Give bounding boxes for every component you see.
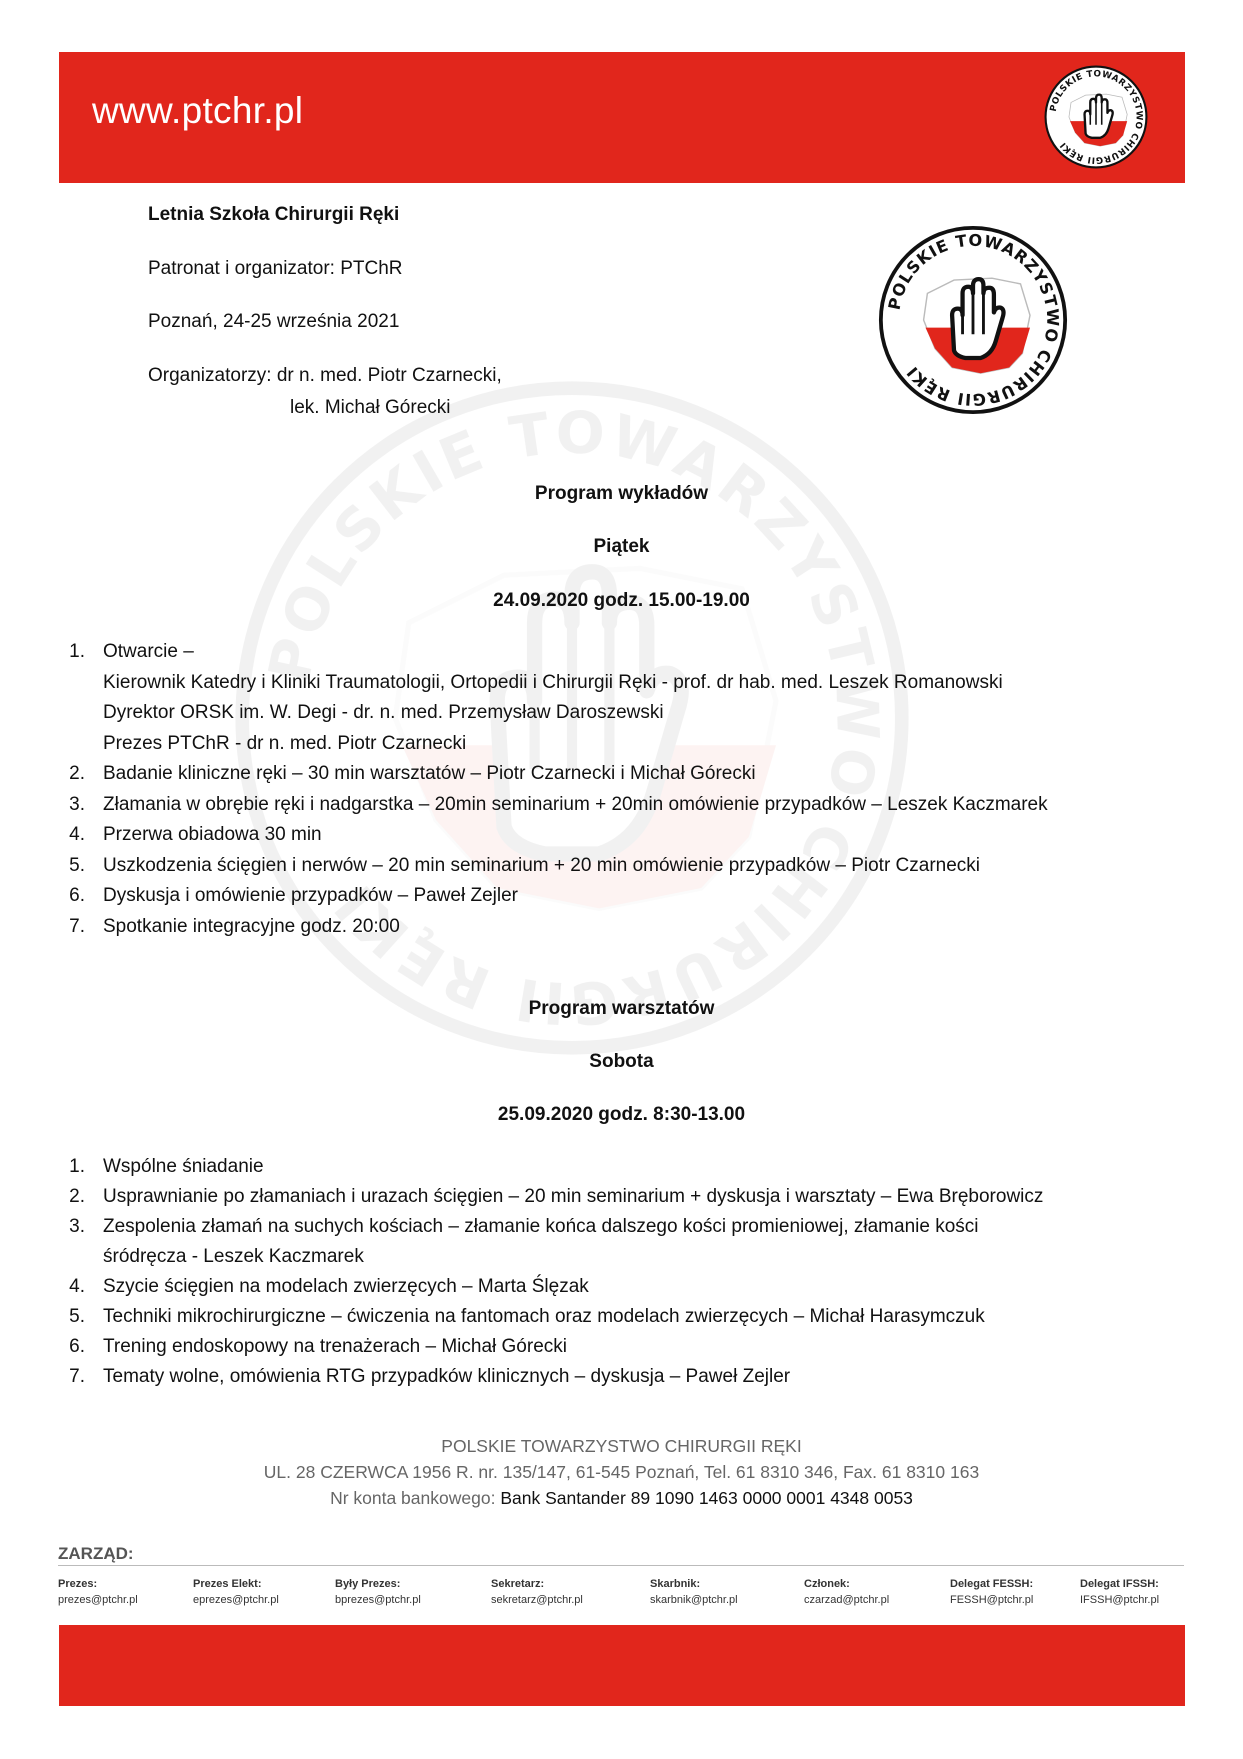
list-item [59, 912, 1048, 943]
item-text: Złamania w obrębie ręki i nadgarstka – 20min seminarium + 20min omówienie przypadków – Leszek Kaczmarek [103, 793, 1048, 815]
item-number: 4. [69, 824, 85, 845]
item-number: 4. [69, 1276, 85, 1297]
board-email[interactable]: sekretarz@ptchr.pl [491, 1594, 583, 1606]
board-email[interactable]: eprezes@ptchr.pl [193, 1594, 279, 1606]
list-item [59, 1152, 1043, 1182]
footer-org-name: POLSKIE TOWARZYSTWO CHIRURGII RĘKI [441, 1436, 802, 1456]
list-item [59, 1362, 1043, 1392]
item-subline: Kierownik Katedry i Kliniki Traumatologii, Ortopedii i Chirurgii Ręki - prof. dr hab. med. Leszek Romanowski [103, 671, 1003, 693]
item-text: Techniki mikrochirurgiczne – ćwiczenia na fantomach oraz modelach zwierzęcych – Michał Harasymczuk [103, 1306, 985, 1327]
site-url[interactable]: www.ptchr.pl [92, 90, 304, 131]
board-email[interactable]: prezes@ptchr.pl [58, 1594, 138, 1606]
board-email[interactable]: FESSH@ptchr.pl [950, 1594, 1034, 1606]
bank-label: Nr konta bankowego: [330, 1488, 496, 1508]
list-item [59, 851, 1048, 882]
lectures-heading: Program wykładów [534, 483, 709, 504]
bank-account: Bank Santander 89 1090 1463 0000 0001 4348 0053 [500, 1488, 913, 1508]
item-number: 7. [69, 1366, 85, 1387]
item-number: 2. [69, 763, 85, 784]
board-member: Delegat IFSSH: IFSSH@ptchr.pl [1080, 1578, 1160, 1606]
lectures-datetime: 24.09.2020 godz. 15.00-19.00 [493, 590, 750, 611]
item-number: 3. [69, 793, 85, 815]
item-number: 7. [69, 915, 85, 937]
item-text: Trening endoskopowy na trenażerach – Michał Górecki [103, 1336, 567, 1357]
item-number: 1. [69, 641, 85, 662]
lectures-day: Piątek [593, 536, 650, 557]
item-number: 2. [69, 1186, 85, 1207]
list-item [59, 1212, 1043, 1272]
item-text: Otwarcie – [103, 641, 194, 662]
board-member: Członek: czarzad@ptchr.pl [804, 1578, 890, 1606]
item-number: 1. [69, 1156, 85, 1177]
footer-bank [0, 1488, 1243, 1509]
event-title: Letnia Szkoła Chirurgii Ręki [148, 204, 400, 225]
item-number: 3. [69, 1216, 85, 1237]
organizers-line-2: lek. Michał Górecki [290, 397, 451, 418]
workshops-day: Sobota [589, 1051, 654, 1072]
item-text: Zespolenia złamań na suchych kościach – złamanie końca dalszego kości promieniowej, złamanie kości [103, 1216, 979, 1237]
list-item [59, 1272, 1043, 1302]
board-email[interactable]: skarbnik@ptchr.pl [650, 1594, 738, 1606]
item-number: 6. [69, 1336, 85, 1357]
item-text: Uszkodzenia ścięgien i nerwów – 20 min seminarium + 20 min omówienie przypadków – Piotr Czarnecki [103, 854, 981, 876]
item-text: Tematy wolne, omówienia RTG przypadków klinicznych – dyskusja – Paweł Zejler [103, 1366, 791, 1387]
organizers-line-1: Organizatorzy: dr n. med. Piotr Czarnecki, [148, 365, 502, 386]
item-subline: Dyrektor ORSK im. W. Degi - dr. n. med. Przemysław Daroszewski [103, 702, 664, 723]
item-number: 5. [69, 1306, 85, 1327]
list-item [59, 759, 1048, 790]
item-text: Wspólne śniadanie [103, 1156, 264, 1177]
board-divider [58, 1565, 1184, 1566]
header-banner [59, 52, 1185, 183]
list-item [59, 820, 1048, 851]
board-member: Delegat FESSH: FESSH@ptchr.pl [950, 1578, 1034, 1606]
board-member: Prezes Elekt: eprezes@ptchr.pl [193, 1578, 279, 1606]
workshops-datetime: 25.09.2020 godz. 8:30-13.00 [497, 1104, 746, 1125]
list-item [59, 637, 1048, 759]
lectures-list [59, 637, 1048, 942]
board-email[interactable]: czarzad@ptchr.pl [804, 1594, 890, 1606]
item-number: 6. [69, 885, 85, 906]
item-text: Usprawnianie po złamaniach i urazach ścięgien – 20 min seminarium + dyskusja i warsztaty – Ewa Bręborowicz [103, 1186, 1044, 1207]
board-email[interactable]: IFSSH@ptchr.pl [1080, 1594, 1160, 1606]
board-member: Prezes: prezes@ptchr.pl [58, 1578, 138, 1606]
workshops-heading: Program warsztatów [528, 998, 715, 1019]
item-subline: Prezes PTChR - dr n. med. Piotr Czarnecki [103, 732, 467, 754]
list-item [59, 790, 1048, 821]
board-member: Skarbnik: skarbnik@ptchr.pl [650, 1578, 738, 1606]
event-patron: Patronat i organizator: PTChR [148, 258, 403, 279]
list-item [59, 1182, 1043, 1212]
workshops-list [59, 1152, 1043, 1392]
item-text: Spotkanie integracyjne godz. 20:00 [103, 915, 400, 937]
board-member: Były Prezes: bprezes@ptchr.pl [335, 1578, 421, 1606]
item-text: Szycie ścięgien na modelach zwierzęcych – Marta Ślęzak [103, 1276, 589, 1297]
list-item [59, 881, 1048, 912]
item-number: 5. [69, 854, 85, 876]
list-item [59, 1302, 1043, 1332]
board-email[interactable]: bprezes@ptchr.pl [335, 1594, 421, 1606]
society-logo-small [1044, 65, 1148, 169]
item-text: Dyskusja i omówienie przypadków – Paweł Zejler [103, 885, 519, 906]
society-logo [878, 225, 1068, 415]
item-subline: śródręcza - Leszek Kaczmarek [103, 1246, 364, 1267]
footer-address: UL. 28 CZERWCA 1956 R. nr. 135/147, 61-545 Poznań, Tel. 61 8310 346, Fax. 61 8310 163 [263, 1462, 980, 1482]
board-title: ZARZĄD: [58, 1544, 134, 1563]
item-text: Przerwa obiadowa 30 min [103, 824, 322, 845]
event-place-date: Poznań, 24-25 września 2021 [148, 311, 400, 332]
footer-banner [59, 1625, 1185, 1706]
list-item [59, 1332, 1043, 1362]
board-member: Sekretarz: sekretarz@ptchr.pl [491, 1578, 583, 1606]
item-text: Badanie kliniczne ręki – 30 min warsztatów – Piotr Czarnecki i Michał Górecki [103, 763, 756, 784]
